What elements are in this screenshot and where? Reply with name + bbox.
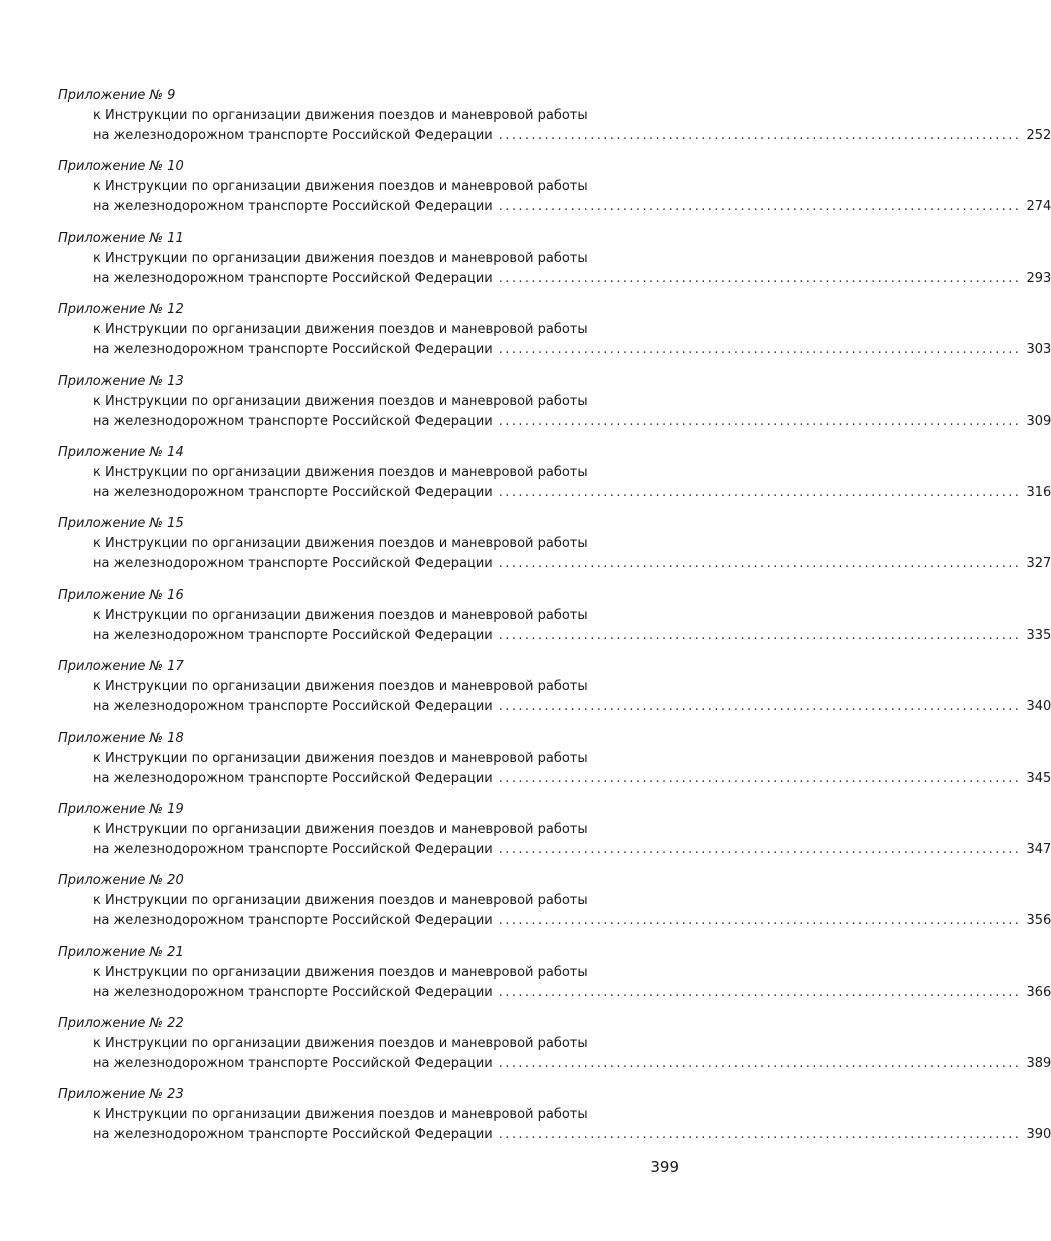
dot-leader: ................................................................................ <box>498 984 1022 1000</box>
table-of-contents <box>58 86 1051 1157</box>
toc-entry <box>58 372 1051 443</box>
toc-entry-subtitle-line: к Инструкции по организации движения поездов и маневровой работы <box>93 1036 588 1052</box>
dot-leader: ................................................................................ <box>498 1127 1022 1143</box>
toc-entry <box>58 86 1051 157</box>
toc-entry-title: Приложение № 16 <box>58 587 184 603</box>
toc-entry-subtitle-line: на железнодорожном транспорте Российской Федерации <box>93 556 493 572</box>
toc-entry <box>58 800 1051 871</box>
toc-entry-title: Приложение № 12 <box>58 302 184 318</box>
dot-leader: ................................................................................ <box>498 699 1022 715</box>
toc-entry-page-number: 345 <box>1026 770 1051 786</box>
toc-entry <box>58 300 1051 371</box>
toc-entry-leader-line <box>58 769 1051 789</box>
toc-entry-subtitle-line: к Инструкции по организации движения поездов и маневровой работы <box>93 322 588 338</box>
toc-entry-page-number: 389 <box>1026 1056 1051 1072</box>
toc-entry-title: Приложение № 18 <box>58 730 184 746</box>
toc-entry-page-number: 316 <box>1026 484 1051 500</box>
toc-entry-subtitle-line: на железнодорожном транспорте Российской Федерации <box>93 270 493 286</box>
toc-entry-leader-line <box>58 554 1051 574</box>
toc-entry-subtitle-line: на железнодорожном транспорте Российской Федерации <box>93 699 493 715</box>
toc-entry-subtitle-line: на железнодорожном транспорте Российской Федерации <box>93 1056 493 1072</box>
toc-entry-subtitle-line: на железнодорожном транспорте Российской Федерации <box>93 484 493 500</box>
toc-entry-subtitle-line: к Инструкции по организации движения поездов и маневровой работы <box>93 536 588 552</box>
toc-entry <box>58 514 1051 585</box>
dot-leader: ................................................................................ <box>498 556 1022 572</box>
toc-entry-title: Приложение № 19 <box>58 801 184 817</box>
dot-leader: ................................................................................ <box>498 199 1022 215</box>
toc-entry-page-number: 356 <box>1026 913 1051 929</box>
toc-entry-page-number: 366 <box>1026 984 1051 1000</box>
dot-leader: ................................................................................ <box>498 627 1022 643</box>
toc-entry-page-number: 303 <box>1026 342 1051 358</box>
toc-entry-leader-line <box>58 911 1051 931</box>
toc-entry-leader-line <box>58 412 1051 432</box>
toc-entry-subtitle-line: к Инструкции по организации движения поездов и маневровой работы <box>93 607 588 623</box>
toc-entry-page-number: 340 <box>1026 699 1051 715</box>
toc-entry-subtitle-line: на железнодорожном транспорте Российской Федерации <box>93 627 493 643</box>
toc-entry-title: Приложение № 10 <box>58 159 184 175</box>
dot-leader: ................................................................................ <box>498 270 1022 286</box>
toc-entry <box>58 157 1051 228</box>
toc-entry-leader-line <box>58 126 1051 146</box>
toc-entry-page-number: 327 <box>1026 556 1051 572</box>
dot-leader: ................................................................................ <box>498 128 1022 143</box>
toc-entry-page-number: 252 <box>1026 128 1051 143</box>
toc-entry-subtitle-line: к Инструкции по организации движения поездов и маневровой работы <box>93 893 588 909</box>
toc-entry-subtitle-line: на железнодорожном транспорте Российской Федерации <box>93 841 493 857</box>
toc-entry <box>58 1014 1051 1085</box>
toc-entry-subtitle-line: к Инструкции по организации движения поездов и маневровой работы <box>93 750 588 766</box>
toc-entry-title: Приложение № 22 <box>58 1016 184 1032</box>
toc-entry <box>58 229 1051 300</box>
toc-entry-page-number: 274 <box>1026 199 1051 215</box>
toc-entry-subtitle-line: на железнодорожном транспорте Российской Федерации <box>93 770 493 786</box>
toc-entry-subtitle-line: на железнодорожном транспорте Российской Федерации <box>93 913 493 929</box>
toc-entry-subtitle-line: на железнодорожном транспорте Российской Федерации <box>93 984 493 1000</box>
dot-leader: ................................................................................ <box>498 770 1022 786</box>
toc-entry-leader-line <box>58 983 1051 1003</box>
toc-entry <box>58 871 1051 942</box>
toc-entry-page-number: 335 <box>1026 627 1051 643</box>
toc-entry <box>58 729 1051 800</box>
toc-entry-page-number: 347 <box>1026 841 1051 857</box>
toc-entry-title: Приложение № 23 <box>58 1087 184 1103</box>
toc-entry-subtitle-line: к Инструкции по организации движения поездов и маневровой работы <box>93 464 588 480</box>
dot-leader: ................................................................................ <box>498 342 1022 358</box>
toc-entry-subtitle-line: к Инструкции по организации движения поездов и маневровой работы <box>93 821 588 837</box>
toc-entry-title: Приложение № 13 <box>58 373 184 389</box>
toc-entry-subtitle-line: к Инструкции по организации движения поездов и маневровой работы <box>93 250 588 266</box>
toc-entry-title: Приложение № 17 <box>58 659 184 675</box>
toc-entry <box>58 943 1051 1014</box>
toc-entry-subtitle-line: на железнодорожном транспорте Российской Федерации <box>93 128 493 143</box>
toc-entry-title: Приложение № 20 <box>58 873 184 889</box>
toc-entry-subtitle-line: на железнодорожном транспорте Российской Федерации <box>93 1127 493 1143</box>
toc-entry <box>58 586 1051 657</box>
toc-entry-subtitle-line: к Инструкции по организации движения поездов и маневровой работы <box>93 1107 588 1123</box>
toc-entry-subtitle-line: к Инструкции по организации движения поездов и маневровой работы <box>93 179 588 195</box>
toc-entry-subtitle-line: к Инструкции по организации движения поездов и маневровой работы <box>93 108 588 123</box>
toc-entry-subtitle-line: к Инструкции по организации движения поездов и маневровой работы <box>93 964 588 980</box>
dot-leader: ................................................................................ <box>498 484 1022 500</box>
dot-leader: ................................................................................ <box>498 841 1022 857</box>
toc-entry-leader-line <box>58 269 1051 289</box>
toc-entry-title: Приложение № 15 <box>58 516 184 532</box>
toc-entry-leader-line <box>58 1054 1051 1074</box>
dot-leader: ................................................................................ <box>498 413 1022 429</box>
toc-entry-leader-line <box>58 1125 1051 1145</box>
toc-entry <box>58 657 1051 728</box>
toc-entry-title: Приложение № 14 <box>58 444 184 460</box>
toc-entry-leader-line <box>58 340 1051 360</box>
toc-entry-leader-line <box>58 483 1051 503</box>
toc-entry-title: Приложение № 11 <box>58 230 184 246</box>
toc-entry-leader-line <box>58 697 1051 717</box>
page-number: 399 <box>650 1158 679 1176</box>
toc-entry-subtitle-line: на железнодорожном транспорте Российской Федерации <box>93 413 493 429</box>
toc-entry-title: Приложение № 21 <box>58 944 184 960</box>
dot-leader: ................................................................................ <box>498 1056 1022 1072</box>
toc-entry-subtitle-line: к Инструкции по организации движения поездов и маневровой работы <box>93 679 588 695</box>
toc-entry-subtitle-line: на железнодорожном транспорте Российской Федерации <box>93 342 493 358</box>
toc-entry-leader-line <box>58 197 1051 217</box>
toc-entry <box>58 1085 1051 1156</box>
dot-leader: ................................................................................ <box>498 913 1022 929</box>
toc-entry-leader-line <box>58 626 1051 646</box>
toc-entry-page-number: 309 <box>1026 413 1051 429</box>
toc-entry-page-number: 390 <box>1026 1127 1051 1143</box>
toc-entry-subtitle-line: к Инструкции по организации движения поездов и маневровой работы <box>93 393 588 409</box>
toc-entry-title: Приложение № 9 <box>58 88 176 103</box>
toc-entry <box>58 443 1051 514</box>
toc-entry-subtitle-line: на железнодорожном транспорте Российской Федерации <box>93 199 493 215</box>
toc-entry-leader-line <box>58 840 1051 860</box>
toc-entry-page-number: 293 <box>1026 270 1051 286</box>
